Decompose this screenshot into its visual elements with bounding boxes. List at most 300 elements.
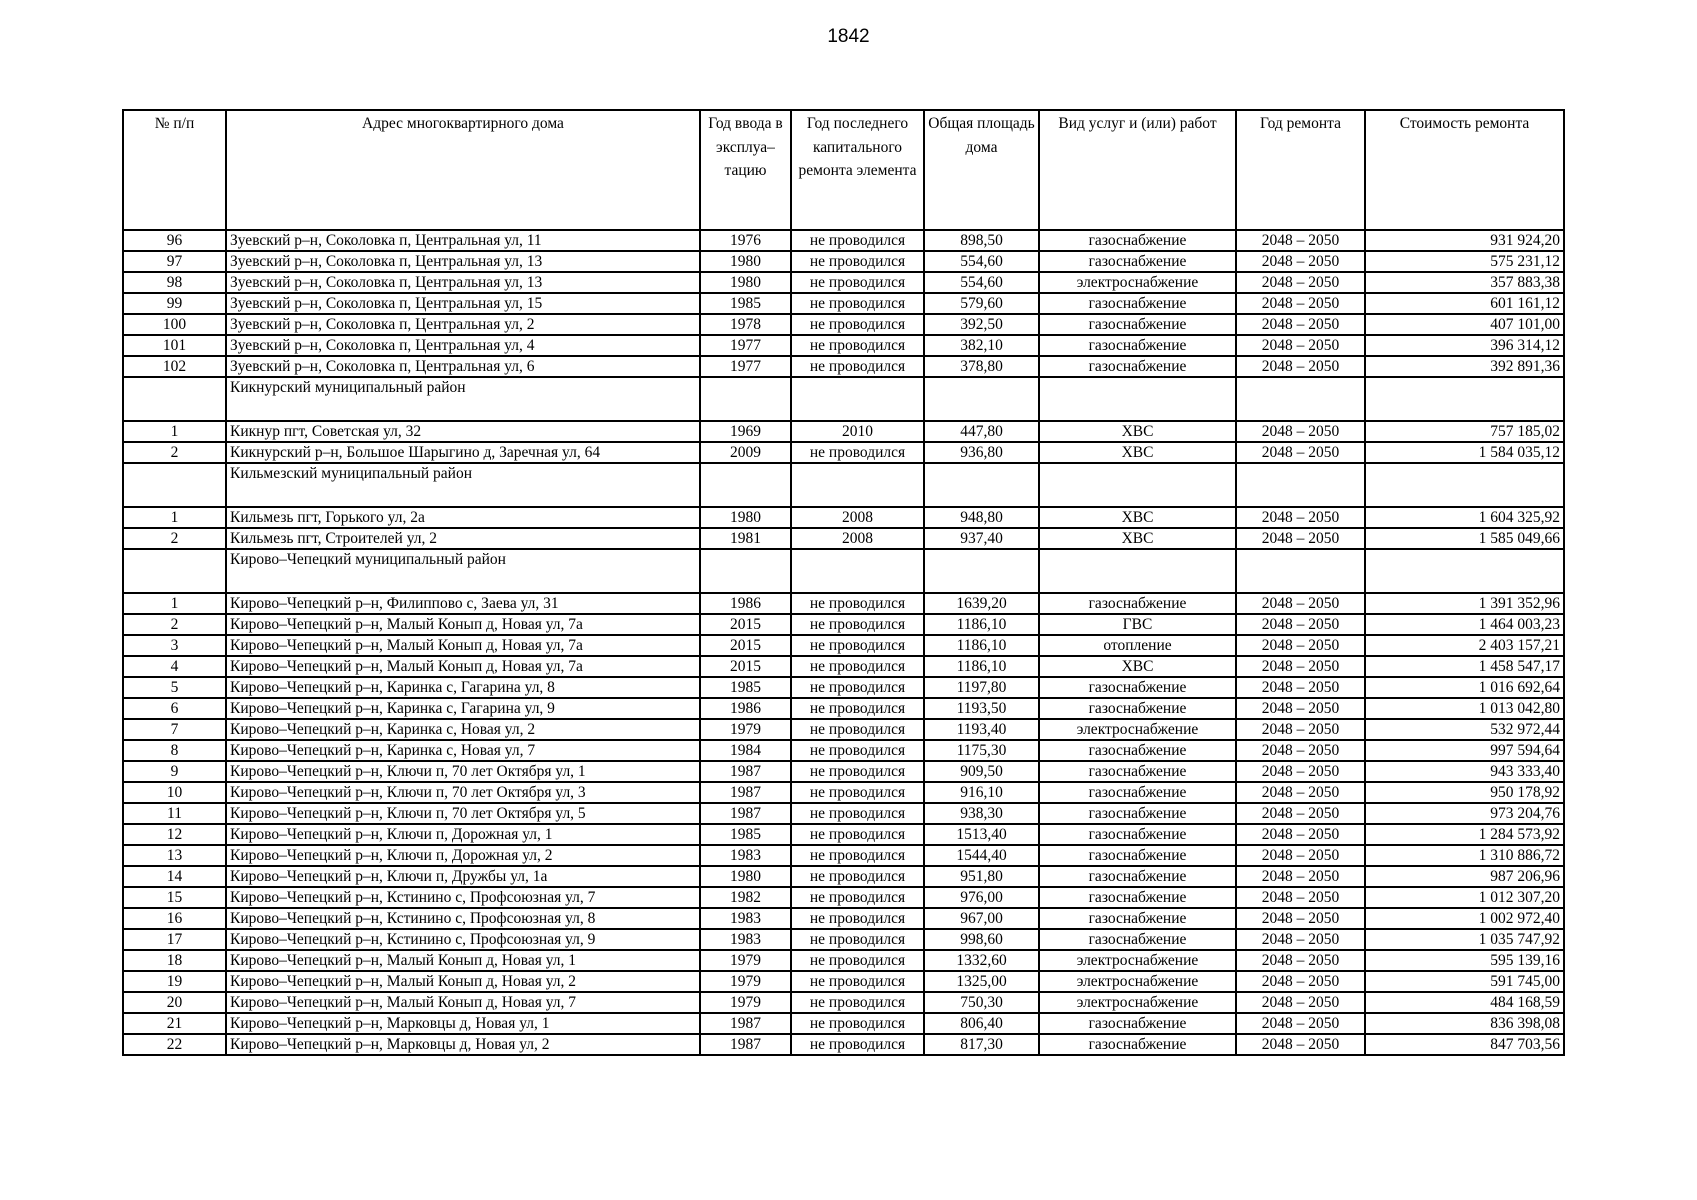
row-address: Зуевский р–н, Соколовка п, Центральная ул, 11 [226, 230, 700, 251]
row-area: 1332,60 [924, 950, 1039, 971]
row-service: газоснабжение [1039, 698, 1236, 719]
row-address: Зуевский р–н, Соколовка п, Центральная ул, 2 [226, 314, 700, 335]
empty-cell [700, 463, 791, 507]
header-cost: Стоимость ремонта [1365, 110, 1564, 230]
row-area: 392,50 [924, 314, 1039, 335]
row-year-built: 1987 [700, 1034, 791, 1055]
row-number: 9 [123, 761, 226, 782]
row-number: 2 [123, 442, 226, 463]
header-area: Общая площадь дома [924, 110, 1039, 230]
row-number: 15 [123, 887, 226, 908]
row-repair-years: 2048 – 2050 [1236, 677, 1365, 698]
row-cost: 1 002 972,40 [1365, 908, 1564, 929]
header-last-repair: Год последнего капитального ремонта элемента [791, 110, 924, 230]
row-number: 17 [123, 929, 226, 950]
row-repair-years: 2048 – 2050 [1236, 1013, 1365, 1034]
header-num: № п/п [123, 110, 226, 230]
row-repair-years: 2048 – 2050 [1236, 335, 1365, 356]
row-year-built: 1983 [700, 929, 791, 950]
table-row [123, 314, 1564, 335]
row-repair-years: 2048 – 2050 [1236, 356, 1365, 377]
row-service: газоснабжение [1039, 803, 1236, 824]
row-service: газоснабжение [1039, 293, 1236, 314]
row-year-built: 2009 [700, 442, 791, 463]
row-last-repair: не проводился [791, 335, 924, 356]
row-number: 1 [123, 421, 226, 442]
row-number: 98 [123, 272, 226, 293]
row-number: 8 [123, 740, 226, 761]
row-number: 6 [123, 698, 226, 719]
row-area: 1193,50 [924, 698, 1039, 719]
row-address: Кирово–Чепецкий р–н, Малый Конып д, Новая ул, 7 [226, 992, 700, 1013]
row-area: 948,80 [924, 507, 1039, 528]
row-cost: 973 204,76 [1365, 803, 1564, 824]
row-cost: 943 333,40 [1365, 761, 1564, 782]
row-cost: 484 168,59 [1365, 992, 1564, 1013]
row-cost: 407 101,00 [1365, 314, 1564, 335]
district-name: Кирово–Чепецкий муниципальный район [226, 549, 700, 593]
row-year-built: 1978 [700, 314, 791, 335]
empty-cell [123, 549, 226, 593]
row-last-repair: 2008 [791, 528, 924, 549]
row-year-built: 1976 [700, 230, 791, 251]
empty-cell [123, 377, 226, 421]
empty-cell [1365, 377, 1564, 421]
row-area: 579,60 [924, 293, 1039, 314]
empty-cell [1365, 549, 1564, 593]
table-row [123, 887, 1564, 908]
page-number: 1842 [827, 26, 870, 47]
row-service: газоснабжение [1039, 782, 1236, 803]
row-year-built: 1986 [700, 698, 791, 719]
row-address: Зуевский р–н, Соколовка п, Центральная ул, 6 [226, 356, 700, 377]
row-service: ХВС [1039, 507, 1236, 528]
row-address: Кирово–Чепецкий р–н, Ключи п, Дорожная ул, 1 [226, 824, 700, 845]
row-number: 102 [123, 356, 226, 377]
row-year-built: 1982 [700, 887, 791, 908]
row-service: газоснабжение [1039, 908, 1236, 929]
row-address: Кирово–Чепецкий р–н, Ключи п, 70 лет Октября ул, 1 [226, 761, 700, 782]
table-row [123, 908, 1564, 929]
empty-cell [1039, 549, 1236, 593]
table-row [123, 761, 1564, 782]
table-row [123, 803, 1564, 824]
row-repair-years: 2048 – 2050 [1236, 593, 1365, 614]
row-address: Зуевский р–н, Соколовка п, Центральная ул, 15 [226, 293, 700, 314]
row-area: 951,80 [924, 866, 1039, 887]
row-address: Кирово–Чепецкий р–н, Кстинино с, Профсоюзная ул, 8 [226, 908, 700, 929]
row-year-built: 1985 [700, 677, 791, 698]
header-service: Вид услуг и (или) работ [1039, 110, 1236, 230]
empty-cell [1365, 463, 1564, 507]
district-name: Кикнурский муниципальный район [226, 377, 700, 421]
row-repair-years: 2048 – 2050 [1236, 761, 1365, 782]
row-address: Кирово–Чепецкий р–н, Каринка с, Гагарина ул, 9 [226, 698, 700, 719]
row-year-built: 1977 [700, 356, 791, 377]
row-cost: 1 310 886,72 [1365, 845, 1564, 866]
table-row [123, 824, 1564, 845]
row-address: Кирово–Чепецкий р–н, Малый Конып д, Новая ул, 1 [226, 950, 700, 971]
row-number: 16 [123, 908, 226, 929]
row-address: Кирово–Чепецкий р–н, Малый Конып д, Новая ул, 7а [226, 656, 700, 677]
row-cost: 601 161,12 [1365, 293, 1564, 314]
row-year-built: 1980 [700, 251, 791, 272]
row-repair-years: 2048 – 2050 [1236, 908, 1365, 929]
row-cost: 1 012 307,20 [1365, 887, 1564, 908]
row-year-built: 1983 [700, 908, 791, 929]
table-row [123, 866, 1564, 887]
table-row [123, 528, 1564, 549]
row-last-repair: не проводился [791, 740, 924, 761]
row-area: 998,60 [924, 929, 1039, 950]
row-year-built: 1979 [700, 950, 791, 971]
row-service: газоснабжение [1039, 824, 1236, 845]
table-row [123, 719, 1564, 740]
row-service: ХВС [1039, 421, 1236, 442]
row-repair-years: 2048 – 2050 [1236, 656, 1365, 677]
row-cost: 1 585 049,66 [1365, 528, 1564, 549]
row-address: Кирово–Чепецкий р–н, Малый Конып д, Новая ул, 2 [226, 971, 700, 992]
row-cost: 575 231,12 [1365, 251, 1564, 272]
row-cost: 1 284 573,92 [1365, 824, 1564, 845]
row-year-built: 1987 [700, 1013, 791, 1034]
row-service: газоснабжение [1039, 761, 1236, 782]
table-row [123, 293, 1564, 314]
row-last-repair: 2008 [791, 507, 924, 528]
row-last-repair: не проводился [791, 845, 924, 866]
row-number: 2 [123, 528, 226, 549]
row-last-repair: не проводился [791, 1034, 924, 1055]
row-address: Кирово–Чепецкий р–н, Кстинино с, Профсоюзная ул, 9 [226, 929, 700, 950]
row-number: 97 [123, 251, 226, 272]
row-repair-years: 2048 – 2050 [1236, 442, 1365, 463]
empty-cell [791, 549, 924, 593]
row-repair-years: 2048 – 2050 [1236, 866, 1365, 887]
row-repair-years: 2048 – 2050 [1236, 845, 1365, 866]
row-repair-years: 2048 – 2050 [1236, 1034, 1365, 1055]
row-service: газоснабжение [1039, 230, 1236, 251]
table-row [123, 230, 1564, 251]
row-number: 100 [123, 314, 226, 335]
row-number: 18 [123, 950, 226, 971]
row-year-built: 1969 [700, 421, 791, 442]
row-year-built: 1977 [700, 335, 791, 356]
row-repair-years: 2048 – 2050 [1236, 929, 1365, 950]
row-number: 20 [123, 992, 226, 1013]
row-service: электроснабжение [1039, 950, 1236, 971]
row-year-built: 1980 [700, 507, 791, 528]
row-last-repair: не проводился [791, 635, 924, 656]
row-last-repair: не проводился [791, 866, 924, 887]
row-address: Кирово–Чепецкий р–н, Марковцы д, Новая ул, 2 [226, 1034, 700, 1055]
district-row [123, 549, 1564, 593]
table-row [123, 698, 1564, 719]
row-last-repair: не проводился [791, 230, 924, 251]
table-row [123, 950, 1564, 971]
table-row [123, 272, 1564, 293]
row-service: электроснабжение [1039, 971, 1236, 992]
row-repair-years: 2048 – 2050 [1236, 421, 1365, 442]
row-area: 1639,20 [924, 593, 1039, 614]
row-number: 14 [123, 866, 226, 887]
empty-cell [924, 463, 1039, 507]
district-row [123, 377, 1564, 421]
row-repair-years: 2048 – 2050 [1236, 992, 1365, 1013]
row-number: 101 [123, 335, 226, 356]
row-last-repair: не проводился [791, 593, 924, 614]
row-address: Зуевский р–н, Соколовка п, Центральная ул, 4 [226, 335, 700, 356]
row-area: 1513,40 [924, 824, 1039, 845]
row-area: 976,00 [924, 887, 1039, 908]
table-row [123, 845, 1564, 866]
table-row [123, 593, 1564, 614]
row-last-repair: не проводился [791, 803, 924, 824]
row-repair-years: 2048 – 2050 [1236, 740, 1365, 761]
row-area: 750,30 [924, 992, 1039, 1013]
row-last-repair: не проводился [791, 356, 924, 377]
table-row [123, 251, 1564, 272]
row-area: 936,80 [924, 442, 1039, 463]
row-number: 12 [123, 824, 226, 845]
row-cost: 595 139,16 [1365, 950, 1564, 971]
row-year-built: 1983 [700, 845, 791, 866]
row-area: 1175,30 [924, 740, 1039, 761]
row-area: 909,50 [924, 761, 1039, 782]
row-last-repair: не проводился [791, 761, 924, 782]
row-cost: 392 891,36 [1365, 356, 1564, 377]
row-cost: 1 013 042,80 [1365, 698, 1564, 719]
row-cost: 1 035 747,92 [1365, 929, 1564, 950]
table-header [123, 110, 1564, 230]
row-service: газоснабжение [1039, 593, 1236, 614]
row-repair-years: 2048 – 2050 [1236, 293, 1365, 314]
row-area: 967,00 [924, 908, 1039, 929]
row-number: 5 [123, 677, 226, 698]
row-repair-years: 2048 – 2050 [1236, 230, 1365, 251]
row-service: электроснабжение [1039, 272, 1236, 293]
row-last-repair: не проводился [791, 656, 924, 677]
table-row [123, 656, 1564, 677]
row-area: 916,10 [924, 782, 1039, 803]
row-area: 554,60 [924, 251, 1039, 272]
table-row [123, 421, 1564, 442]
empty-cell [1039, 377, 1236, 421]
row-cost: 1 604 325,92 [1365, 507, 1564, 528]
row-area: 554,60 [924, 272, 1039, 293]
header-address: Адрес многоквартирного дома [226, 110, 700, 230]
row-area: 806,40 [924, 1013, 1039, 1034]
row-year-built: 1987 [700, 803, 791, 824]
row-service: газоснабжение [1039, 929, 1236, 950]
table-row [123, 442, 1564, 463]
row-service: ХВС [1039, 656, 1236, 677]
row-cost: 931 924,20 [1365, 230, 1564, 251]
row-address: Кирово–Чепецкий р–н, Филиппово с, Заева ул, 31 [226, 593, 700, 614]
row-service: электроснабжение [1039, 992, 1236, 1013]
row-last-repair: не проводился [791, 1013, 924, 1034]
row-address: Кирово–Чепецкий р–н, Ключи п, Дружбы ул, 1а [226, 866, 700, 887]
empty-cell [924, 549, 1039, 593]
row-service: газоснабжение [1039, 740, 1236, 761]
row-last-repair: не проводился [791, 824, 924, 845]
row-number: 2 [123, 614, 226, 635]
empty-cell [924, 377, 1039, 421]
row-last-repair: не проводился [791, 992, 924, 1013]
row-address: Зуевский р–н, Соколовка п, Центральная ул, 13 [226, 272, 700, 293]
row-repair-years: 2048 – 2050 [1236, 635, 1365, 656]
row-service: газоснабжение [1039, 1034, 1236, 1055]
row-cost: 1 464 003,23 [1365, 614, 1564, 635]
row-address: Кирово–Чепецкий р–н, Ключи п, 70 лет Октября ул, 5 [226, 803, 700, 824]
row-last-repair: не проводился [791, 908, 924, 929]
row-area: 378,80 [924, 356, 1039, 377]
row-area: 1325,00 [924, 971, 1039, 992]
row-repair-years: 2048 – 2050 [1236, 272, 1365, 293]
row-last-repair: не проводился [791, 442, 924, 463]
row-number: 19 [123, 971, 226, 992]
row-year-built: 1987 [700, 761, 791, 782]
row-area: 382,10 [924, 335, 1039, 356]
row-repair-years: 2048 – 2050 [1236, 782, 1365, 803]
row-area: 898,50 [924, 230, 1039, 251]
empty-cell [1236, 377, 1365, 421]
row-year-built: 1987 [700, 782, 791, 803]
header-repair-years: Год ремонта [1236, 110, 1365, 230]
row-cost: 950 178,92 [1365, 782, 1564, 803]
row-number: 1 [123, 507, 226, 528]
empty-cell [123, 463, 226, 507]
empty-cell [791, 463, 924, 507]
row-address: Кирово–Чепецкий р–н, Каринка с, Гагарина ул, 8 [226, 677, 700, 698]
table-row [123, 677, 1564, 698]
row-repair-years: 2048 – 2050 [1236, 614, 1365, 635]
row-address: Зуевский р–н, Соколовка п, Центральная ул, 13 [226, 251, 700, 272]
table-row [123, 782, 1564, 803]
row-area: 817,30 [924, 1034, 1039, 1055]
row-cost: 997 594,64 [1365, 740, 1564, 761]
row-service: ХВС [1039, 442, 1236, 463]
row-number: 99 [123, 293, 226, 314]
row-last-repair: не проводился [791, 314, 924, 335]
row-repair-years: 2048 – 2050 [1236, 950, 1365, 971]
row-repair-years: 2048 – 2050 [1236, 887, 1365, 908]
row-service: газоснабжение [1039, 845, 1236, 866]
row-cost: 532 972,44 [1365, 719, 1564, 740]
row-cost: 357 883,38 [1365, 272, 1564, 293]
empty-cell [1236, 463, 1365, 507]
row-cost: 757 185,02 [1365, 421, 1564, 442]
table-row [123, 971, 1564, 992]
row-number: 22 [123, 1034, 226, 1055]
row-service: ГВС [1039, 614, 1236, 635]
table-row [123, 614, 1564, 635]
row-cost: 591 745,00 [1365, 971, 1564, 992]
row-address: Кикнур пгт, Советская ул, 32 [226, 421, 700, 442]
row-year-built: 1986 [700, 593, 791, 614]
row-cost: 987 206,96 [1365, 866, 1564, 887]
row-repair-years: 2048 – 2050 [1236, 251, 1365, 272]
row-year-built: 1981 [700, 528, 791, 549]
empty-cell [1236, 549, 1365, 593]
row-repair-years: 2048 – 2050 [1236, 803, 1365, 824]
table-row [123, 635, 1564, 656]
header-year-built: Год ввода в эксплуа–тацию [700, 110, 791, 230]
row-number: 1 [123, 593, 226, 614]
empty-cell [1039, 463, 1236, 507]
row-year-built: 2015 [700, 614, 791, 635]
row-number: 11 [123, 803, 226, 824]
row-area: 1197,80 [924, 677, 1039, 698]
row-last-repair: не проводился [791, 272, 924, 293]
row-service: газоснабжение [1039, 1013, 1236, 1034]
row-last-repair: не проводился [791, 929, 924, 950]
row-address: Кирово–Чепецкий р–н, Кстинино с, Профсоюзная ул, 7 [226, 887, 700, 908]
row-number: 21 [123, 1013, 226, 1034]
row-service: отопление [1039, 635, 1236, 656]
row-year-built: 1985 [700, 824, 791, 845]
table-row [123, 1034, 1564, 1055]
row-address: Кирово–Чепецкий р–н, Малый Конып д, Новая ул, 7а [226, 635, 700, 656]
row-address: Кирово–Чепецкий р–н, Ключи п, 70 лет Октября ул, 3 [226, 782, 700, 803]
row-number: 3 [123, 635, 226, 656]
district-name: Кильмезский муниципальный район [226, 463, 700, 507]
row-year-built: 1979 [700, 719, 791, 740]
row-address: Кильмезь пгт, Горького ул, 2а [226, 507, 700, 528]
row-repair-years: 2048 – 2050 [1236, 698, 1365, 719]
repair-register-table [122, 109, 1565, 1056]
district-row [123, 463, 1564, 507]
row-cost: 2 403 157,21 [1365, 635, 1564, 656]
row-address: Кикнурский р–н, Большое Шарыгино д, Заречная ул, 64 [226, 442, 700, 463]
row-last-repair: не проводился [791, 293, 924, 314]
row-cost: 1 391 352,96 [1365, 593, 1564, 614]
table-row [123, 992, 1564, 1013]
row-year-built: 1980 [700, 272, 791, 293]
row-cost: 396 314,12 [1365, 335, 1564, 356]
row-area: 1193,40 [924, 719, 1039, 740]
row-area: 937,40 [924, 528, 1039, 549]
row-service: газоснабжение [1039, 335, 1236, 356]
row-last-repair: не проводился [791, 950, 924, 971]
row-year-built: 1979 [700, 971, 791, 992]
row-address: Кирово–Чепецкий р–н, Малый Конып д, Новая ул, 7а [226, 614, 700, 635]
table-row [123, 356, 1564, 377]
row-service: газоснабжение [1039, 251, 1236, 272]
row-service: газоснабжение [1039, 887, 1236, 908]
table-row [123, 335, 1564, 356]
table-row [123, 1013, 1564, 1034]
row-repair-years: 2048 – 2050 [1236, 971, 1365, 992]
empty-cell [700, 377, 791, 421]
row-service: газоснабжение [1039, 356, 1236, 377]
row-number: 4 [123, 656, 226, 677]
table-row [123, 507, 1564, 528]
row-repair-years: 2048 – 2050 [1236, 719, 1365, 740]
table-row [123, 929, 1564, 950]
row-number: 7 [123, 719, 226, 740]
row-address: Кирово–Чепецкий р–н, Ключи п, Дорожная ул, 2 [226, 845, 700, 866]
row-service: газоснабжение [1039, 677, 1236, 698]
row-repair-years: 2048 – 2050 [1236, 507, 1365, 528]
row-service: газоснабжение [1039, 314, 1236, 335]
row-last-repair: не проводился [791, 971, 924, 992]
row-year-built: 1985 [700, 293, 791, 314]
row-number: 96 [123, 230, 226, 251]
empty-cell [791, 377, 924, 421]
row-last-repair: не проводился [791, 251, 924, 272]
row-service: газоснабжение [1039, 866, 1236, 887]
row-cost: 836 398,08 [1365, 1013, 1564, 1034]
